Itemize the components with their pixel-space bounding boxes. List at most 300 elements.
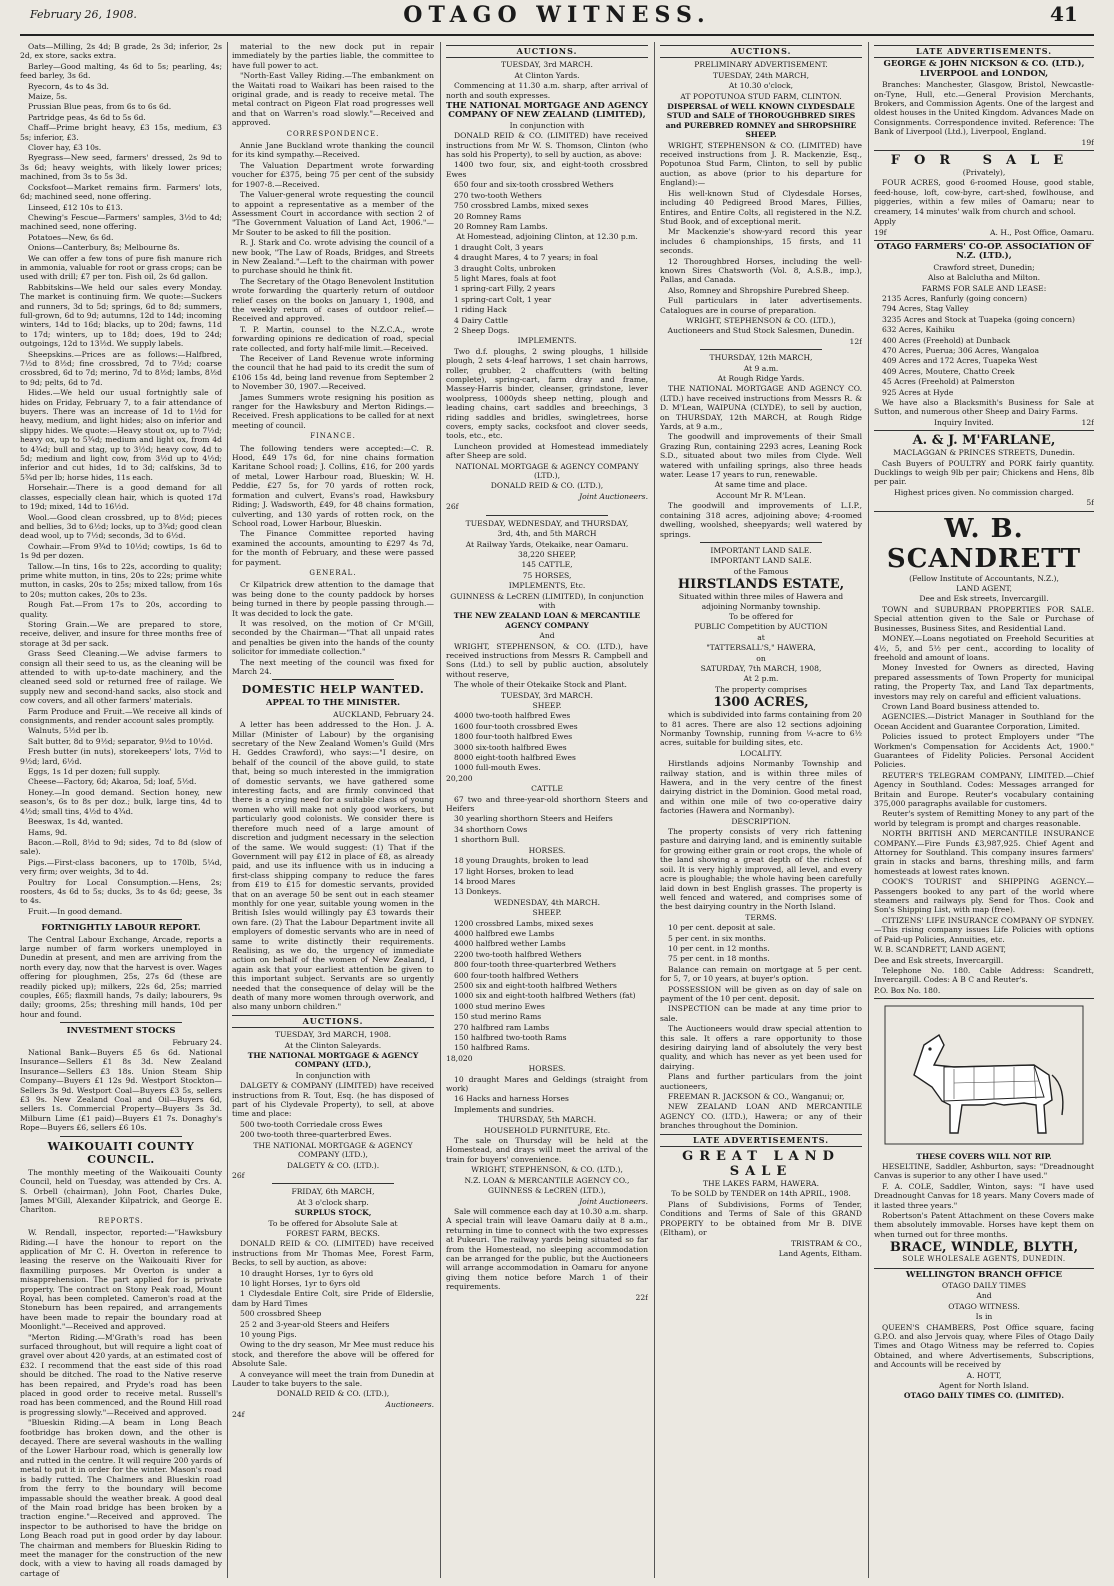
implements-label: IMPLEMENTS. [517, 336, 577, 346]
covers-text: Robertson's Patent Attachment on these Covers make them absolutely immovable. Horses have kept them on when turned out for three months. [874, 1210, 1094, 1239]
text-line: Ryegrass—New seed, farmers' dressed, 2s 9d to 3s 6d; heavy weights, with likely lower prices; machined, from 3s to 5s 3d. [20, 153, 222, 182]
auction-text: The sale on Thursday will be held at the Homestead, and drays will meet the arrival of the train for buyers' convenience. [446, 1136, 648, 1164]
wellington-sub: OTAGO WITNESS. [948, 1301, 1020, 1311]
text-line: TOWN and SUBURBAN PROPERTIES FOR SALE. Special attention given to the Sale or Purchase of Businesses, Business Sites, and Residential Land. [874, 604, 1094, 633]
text-line: IMPLEMENTS, Etc. [508, 581, 586, 591]
council-title: WAIKOUAITI COUNTY COUNCIL. [47, 1139, 195, 1166]
for-sale-text: FOUR ACRES, good 6-roomed House, good stable, feed-house, loft, cow-byre, cart-shed, fowlhouse, and piggeries, within a few miles of Oamaru; near to creamery, 14 minutes' walk from church and school. [874, 178, 1094, 216]
text-line: 13 Donkeys. [454, 887, 502, 897]
text-line: 34 shorthorn Cows [454, 824, 528, 834]
text-line: 3235 Acres and Stock at Tuapeka (going concern) [882, 314, 1076, 324]
text-line: Honey.—In good demand. Section honey, new season's, 6s to 8s per doz.; bulk, large tins, 4d to 4½d; small tins, 4½d to 4¾d. [20, 787, 222, 816]
text-line: 4 Dairy Cattle [454, 315, 508, 325]
appeal-text [232, 720, 434, 1012]
column-divider [868, 42, 869, 1578]
auction-time: At 10.30 o'clock, [728, 81, 794, 91]
text-line: The Valuer-general wrote requesting the council to appoint a representative as a member of the Assessment Court in accordance with section 2 of "The Government Valuation of Land Act, 1906."—Mr Souter to be asked to fill the position. [232, 190, 434, 237]
text-line: "North-East Valley Riding.—The embankment on the Waitati road to Waikari has been raised to the original grade, and is ready to receive metal. The metal contract on Pigeon Flat road progresses well and that on Warren's road slowly."—Received and approved. [232, 71, 434, 128]
newspaper-title: OTAGO WITNESS. [403, 2, 711, 28]
for-sale-ad [874, 150, 1094, 237]
estate-venue: "TATTERSALL'S," HAWERA, [706, 643, 816, 653]
mfarlane-text: Highest prices given. No commission charged. [894, 487, 1074, 497]
text-line: 500 two-tooth Corriedale cross Ewes [240, 1119, 383, 1129]
auction-place: At Rough Ridge Yards. [717, 374, 805, 383]
text-line: Tallow.—In tins, 16s to 22s, according to quality; prime white mutton, in tins, 20s to 22s; prime white mutton, in casks, 20s to 25s; mixed tallow, from 16s to 20s; mutton cakes, 20s to 23s. [20, 561, 222, 599]
text-line: 30 yearling shorthorn Steers and Heifers [454, 814, 613, 824]
auction-signature: WRIGHT, STEPHENSON, & CO. (LTD.), [471, 1165, 623, 1175]
divider [60, 919, 181, 920]
estate-acres: 1300 ACRES, [713, 695, 809, 711]
auctions-header: AUCTIONS. [232, 1015, 434, 1028]
divider [60, 1136, 181, 1137]
text-line: The Secretary of the Otago Benevolent Institution wrote forwarding the quarterly return of outdoor relief cases on the books on January 1, 1908, and the weekly return of cases of outdoor relief.—Received and approved. [232, 276, 434, 324]
page-number: 41 [1050, 2, 1078, 26]
text-line: Poultry for Local Consumption.—Hens, 2s; roosters, 4s 6d to 5s; ducks, 3s to 4s 6d; geese, 3s to 4s. [20, 877, 222, 906]
locality-text: Hirstlands adjoins Normanby Township and railway station, and is within three miles of Hawera, and in the very centre of the finest dairying district in the Dominion. Good metal road, and within one mile of two co-operative dairy factories (Hawera and Normanby). [660, 759, 862, 816]
furniture-title: HOUSEHOLD FURNITURE, Etc. [483, 1125, 611, 1135]
text-line: 1400 two four, six, and eight-tooth crossbred Ewes [446, 160, 648, 179]
scandrett-signature: Dee and Esk streets, Invercargill. [874, 955, 1004, 965]
auction-signature: DONALD REID & CO. (LTD.), [490, 481, 604, 491]
auction-text: The goodwill and improvements of their Small Grazing Run, containing 2293 acres, Leaning Rock S.D., situated about two miles from Clyde. Well watered with unfailing springs, also three heads water. Lease 17 years to run, renewable. [660, 432, 862, 480]
auctioneer-note: The Auctioneers would draw special attention to this sale. It offers a rare opportunity to those desiring dairying land of absolutely the very best quality, and which has never as yet been used for dairying. [660, 1024, 862, 1071]
text-line: R. J. Stark and Co. wrote advising the council of a new book, "The Law of Roads, Bridges, and Streets in New Zealand."—Left to the chairman with power to purchase should he think fit. [232, 238, 434, 276]
auction-place: At Clinton Yards. [514, 70, 580, 80]
great-land-sale-title: GREAT LAND SALE [682, 1149, 840, 1180]
wellington-name: A. HOTT, [966, 1370, 1002, 1380]
text-line: 2135 Acres, Ranfurly (going concern) [882, 293, 1028, 303]
wellington-text: QUEEN'S CHAMBERS, Post Office square, facing G.P.O. and also Jervois quay, where Files of Otago Daily Times and Otago Witness may be referred to. Copies Obtained, and where Advertisements, Subscriptions, and Accounts will be received by [874, 1322, 1094, 1370]
text-line: Rough Fat.—From 17s to 20s, according to quality. [20, 600, 222, 619]
text-line: 1000 six and eight-tooth halfbred Wethers (fat) [454, 991, 636, 1001]
apply-name: A. H., Post Office, Oamaru. [990, 227, 1094, 237]
wellington-sub: OTAGO DAILY TIMES [941, 1281, 1027, 1290]
cattle-label: CATTLE [531, 784, 563, 794]
auction-signature: NATIONAL MORTGAGE & AGENCY COMPANY (LTD.), [455, 461, 639, 481]
prelim-label: PRELIMINARY ADVERTISEMENT. [694, 60, 828, 70]
estate-date: SATURDAY, 7th MARCH, 1908, [700, 663, 822, 673]
correspondence-label: CORRESPONDENCE. [286, 129, 380, 138]
text-line: Cocksfoot—Market remains firm. Farmers' lots, 6d; machined seed, none offering. [20, 182, 222, 202]
terms-list [660, 923, 862, 964]
text-line: 400 Acres (Freehold) at Dunback [882, 335, 1011, 345]
text-line: 470 Acres, Puerua; 306 Acres, Wangaloa [882, 345, 1039, 355]
auctioneer-name: THE NATIONAL MORTGAGE & AGENCY COMPANY (LTD.), [247, 1051, 419, 1070]
text-line: 17 light Horses, broken to lead [454, 866, 574, 876]
text-line: 750 crossbred Lambs, mixed sexes [454, 201, 589, 211]
text-line: 800 four-tooth three-quarterbred Wethers [454, 960, 617, 970]
text-line: 10 draught Horses, 1yr to 6yrs old [240, 1268, 374, 1278]
divider [272, 1183, 393, 1184]
auction-day: TUESDAY, 3rd MARCH. [501, 690, 593, 700]
mfarlane-address: MACLAGGAN & PRINCES STREETS, Dunedin. [893, 448, 1075, 458]
text-line: material to the new dock put in repair immediately by the parties liable, the committee to have full power to act. [232, 42, 434, 70]
text-line: Bacon.—Roll, 8½d to 9d; sides, 7d to 8d (slow of sale). [20, 837, 222, 857]
text-line: 632 Acres, Kaihiku [882, 325, 955, 335]
auction-text: 12 Thoroughbred Horses, including the well-known Sires Chatsworth (Vol. 8, A.S.B., imp.), Pallas, and Canada. [660, 256, 862, 285]
text-line: 45 Acres (Freehold) at Palmerston [882, 377, 1015, 387]
text-line: Pigs.—First-class baconers, up to 170lb, 5¼d, very firm; over weights, 3d to 4d. [20, 857, 222, 877]
wellington-branch-ad [874, 1268, 1094, 1401]
text-line: Prussian Blue peas, from 6s to 6s 6d. [28, 102, 172, 112]
text-line: Cowhair.—From 9¾d to 10½d; cowtips, 1s 6d to 1s 9d per dozen. [20, 541, 222, 561]
estate-comprises: The property comprises [715, 684, 807, 694]
text-line: Policies issued to protect Employers under "The Workmen's Compensation for Accidents Act, 1900." Guarantees of Fidelity Policies. Personal Accident Policies. [874, 732, 1094, 770]
auction-day: THURSDAY, 5th MARCH. [497, 1115, 597, 1125]
text-line: 4 draught Mares, 4 to 7 years; in foal [454, 253, 598, 263]
wellington-role: Agent for North Island. [939, 1381, 1029, 1391]
text-line: The Valuation Department wrote forwarding voucher for £375, being 75 per cent of the subsidy for 1907-8.—Received. [232, 160, 434, 189]
appeal-date: AUCKLAND, February 24. [333, 709, 434, 719]
auction-conjunction: In conjunction with [509, 120, 585, 130]
text-line: Cheese—Factory, 6d; Akaroa, 5d; loaf, 5½d. [28, 777, 197, 787]
for-sale-privately: (Privately), [962, 168, 1006, 178]
column-divider [654, 42, 655, 1578]
auctions-header: AUCTIONS. [660, 45, 862, 58]
auction-date: 3rd, 4th, and 5th MARCH [497, 529, 597, 539]
covers-title: THESE COVERS WILL NOT RIP. [916, 1151, 1052, 1161]
auction-signature-role: Joint Auctioneers. [579, 491, 648, 501]
text-line: 14 brood Mares [454, 876, 516, 886]
text-line: 200 two-tooth three-quarterbred Ewes. [240, 1130, 392, 1140]
appeal-title: APPEAL TO THE MINISTER. [266, 697, 400, 708]
text-line: It was resolved, on the motion of Cr M'Gill, seconded by the Chairman—"That all unpaid rates and penalties be given into the hands of the county solicitor for immediate collection." [232, 618, 434, 657]
scandrett-paras [874, 605, 1094, 944]
auction-signature: DONALD REID & CO. (LTD.), [276, 1389, 390, 1399]
land-sale-label: IMPORTANT LAND SALE. [710, 545, 812, 555]
text-line: W. Rendall, inspector, reported:—"Hawksbury Riding.—I have the honour to report on the application of Mr C. H. Overton in reference to leasing the reserve on the Waikouaiti River for flaxmilling purposes. Mr Overton is under a misapprehension. The part applied for is private property. The contract on Stony Peak road, Mount Royal, has been completed. Cameron's road at the Stoneburn has been repaired, and arrangements have been made to repair the boundary road at Moonlight."—Received and approved. [20, 1228, 222, 1332]
text-line: 270 halfbred ram Lambs [454, 1022, 550, 1032]
text-line: Ryecorn, 4s to 4s 3d. [28, 81, 109, 91]
farms-text: We have also a Blacksmith's Business for Sale at Sutton, and numerous other Sheep and Dairy Farms. [874, 398, 1094, 417]
auctions-header: AUCTIONS. [446, 45, 648, 58]
horses-text: 10 draught Mares and Geldings (straight from work) [446, 1074, 648, 1094]
auction-signature: WRIGHT, STEPHENSON & CO. (LTD.), [686, 315, 836, 325]
column-divider [440, 42, 441, 1578]
scandrett-subtitle: (Fellow Institute of Accountants, N.Z.), [909, 573, 1059, 583]
auction-title: SURPLUS STOCK, [294, 1208, 372, 1218]
text-line: 67 two and three-year-old shorthorn Steers and Heifers [446, 794, 648, 814]
auction-signature: THE NATIONAL MORTGAGE & AGENCY COMPANY (LTD.), [253, 1140, 413, 1160]
wellington-and: And [976, 1291, 992, 1301]
estate-offer: To be offered for [728, 611, 794, 621]
text-line: Salt butter, 8d to 9½d; separator, 9½d to 10½d. [28, 736, 213, 746]
text-line: 1000 stud merino Ewes [454, 1001, 545, 1011]
horse-covers-ad [874, 998, 1094, 1264]
estate-competition: PUBLIC Competition by AUCTION [694, 622, 828, 632]
description-label: DESCRIPTION. [731, 816, 791, 826]
terms-label: TERMS. [745, 912, 777, 922]
farms-title: FARMS FOR SALE AND LEASE: [921, 283, 1047, 293]
text-line: 4000 halfbred ewe Lambs [454, 928, 555, 938]
auction-text: DONALD REID & CO. (LIMITED) have received instructions from Mr W. S. Thomson, Clinton (who has sold his Property), to sell by auction, as above: [446, 131, 648, 160]
scandrett-telephone: Telephone No. 180. Cable Address: Scandrett, Invercargill. Codes: A B C and Reuter's. [874, 965, 1094, 985]
column-3 [446, 42, 648, 1578]
text-line: 1 spring-cart Filly, 2 years [454, 284, 556, 294]
wellington-footer: OTAGO DAILY TIMES CO. (LIMITED). [903, 1391, 1065, 1401]
auction-signature: DALGETY & CO. (LTD.). [286, 1160, 380, 1170]
auction-note: Owing to the dry season, Mr Mee must reduce his stock, and therefore the above will be offered for Absolute Sale. [232, 1340, 434, 1369]
text-line: Linseed, £12 10s to £13. [28, 202, 123, 212]
auction-date: TUESDAY, 3rd MARCH, 1908. [274, 1030, 392, 1040]
text-line: 3000 six-tooth halfbred Ewes [454, 742, 567, 752]
auction-note: A conveyance will meet the train from Dunedin at Lauder to take buyers to the sale. [232, 1369, 434, 1389]
inquiry-line [874, 418, 1094, 427]
mfarlane-text: Cash Buyers of POULTRY and PORK fairly quantity. Ducklings to weigh 9lb per pair; Chickens and Hens, 8lb per pair. [874, 458, 1094, 487]
investment-stocks-title: INVESTMENT STOCKS [66, 1025, 176, 1036]
text-line: The following tenders were accepted:—C. R. Hood, £49 17s 6d, for nine chains formation Karitane School road; J. Collins, £16, for 200 yards of metal, Lower Harbour road, Blueskin; W. H. Peddie, £27 5s, for 70 yards of rotten rock, formation and culvert, Evans's road, Hawksbury Riding; J. Wadsworth, £49, for 48 chains formation, culverting, and 130 yards of rotten rock, on the School road, Lower Harbour, Blueskin. [232, 443, 434, 528]
auction-items [232, 1269, 434, 1340]
auction-text: Also, Romney and Shropshire Purebred Sheep. [668, 285, 850, 295]
auction-text: DALGETY & COMPANY (LIMITED) have received instructions from R. Tout, Esq. (he has disposed of part of his Clydevale Property), to sell, at above time and place: [232, 1081, 434, 1119]
auction-date: THURSDAY, 12th MARCH, [709, 353, 813, 363]
text-line: Maize, 5s. [28, 92, 68, 102]
auction-place: At Railway Yards, Otekaike, near Oamaru. [465, 539, 629, 549]
text-line: 600 four-tooth halfbred Wethers [454, 970, 579, 980]
text-line: 1 spring-cart Colt, 1 year [454, 294, 552, 304]
text-line: 1 draught Colt, 3 years [454, 242, 544, 252]
land-sale-label: of the Famous [733, 566, 789, 576]
mfarlane-ad [874, 430, 1094, 507]
estate-text: which is subdivided into farms containing from 20 to 81 acres. There are also 12 sections adjoining Normanby Township, running from ¼-acre to 6½ acres, suitable for building sites, etc. [660, 710, 862, 748]
text-line: 2500 six and eight-tooth halfbred Wethers [454, 980, 617, 990]
farmers-coop-title: OTAGO FARMERS' CO-OP. ASSOCIATION OF N.Z. (LTD.), [876, 241, 1092, 262]
scandrett-po: P.O. Box No. 180. [874, 985, 941, 995]
auction-day: WEDNESDAY, 4th MARCH. [494, 897, 600, 907]
text-line: Money Invested for Owners as directed, Having prepared assessments of Town Property for municipal rating, the Property Tax, and Land Tax departments, investors may rely on careful and efficient valuations. [874, 663, 1094, 701]
text-line: 650 four and six-tooth crossbred Wethers [454, 180, 614, 190]
auction-text: DONALD REID & CO. (LIMITED) have received instructions from Mr Thomas Mee, Forest Farm, Becks, to sell by auction, as above: [232, 1239, 434, 1268]
council-continued [232, 42, 434, 128]
nickson-text: Branches: Manchester, Glasgow, Bristol, Newcastle-on-Tyne, Hull, etc.—General Provision Merchants, Brokers, and Commission Agents. One of the largest and oldest houses in the United Kingdom. Advances Made on Consignments. Correspondence invited. Reference: The Bank of Liverpool (Ltd.), Liverpool, England. [874, 80, 1094, 137]
auction-date: FRIDAY, 6th MARCH, [291, 1187, 375, 1197]
late-ads-header: LATE ADVERTISEMENTS. [660, 1134, 862, 1147]
auction-place: At the Clinton Saleyards. [284, 1040, 382, 1050]
tender-date: To be SOLD by TENDER on 14th APRIL, 1908. [671, 1189, 851, 1199]
divider [700, 349, 821, 350]
text-line: Crown Land Board business attended to. [882, 701, 1040, 711]
auction-code: 24f [232, 1410, 245, 1420]
possession-text: POSSESSION will be given as on day of sale on payment of the 10 per cent. deposit. [660, 984, 862, 1003]
text-line: Beeswax, 1s 4d, wanted. [28, 817, 124, 827]
ad-code: 12f [1081, 417, 1094, 427]
labour-report-title: FORTNIGHTLY LABOUR REPORT. [41, 922, 201, 933]
text-line: 20 Romney Ram Lambs. [454, 221, 548, 231]
covers-text: F. A. COLE, Saddler, Winton, says: "I have used Dreadnought Canvas for 18 years. Many Covers made of it lasted three years." [874, 1181, 1094, 1210]
text-line: Barley—Good malting, 4s 6d to 5s; pearling, 4s; feed barley, 3s 6d. [20, 61, 222, 81]
sheep-total: 20,200 [446, 773, 473, 783]
auction-items [446, 160, 648, 231]
farmers-address: Also at Balclutha and Milton. [927, 273, 1041, 283]
auction-signature-role: Auctioneers and Stud Stock Salesmen, Dunedin. [667, 326, 855, 336]
auction-time: At 9 a.m. [743, 363, 779, 373]
general-label: GENERAL. [309, 568, 357, 577]
auction-commence: Commencing at 11.30 a.m. sharp, after arrival of north and south expresses. [446, 81, 648, 100]
auction-items [446, 919, 648, 1053]
mfarlane-title: A. & J. M'FARLANE, [912, 433, 1056, 449]
estate-title: HIRSTLANDS ESTATE, [677, 577, 845, 593]
labour-report-text: The Central Labour Exchange, Arcade, reports a large number of farm workers unemployed in Dunedin at present, and men are arriving from the north every day, now that the harvest is over. Wages offering for ploughmen, 25s, 27s 6d (these are readily picked up); milkers, 22s 6d, 25s; married couples, £65; flaxmill hands, 7s daily; labourers, 9s daily; grooms, 25s; threshing mill hands, 10d per hour and found. [20, 934, 222, 1019]
agent-name: FREEMAN R. JACKSON & CO., Wanganui; or, [668, 1092, 845, 1102]
scandrett-title: W. B. SCANDRETT [886, 513, 1082, 574]
estate-at: at [757, 632, 765, 642]
column-2 [232, 42, 434, 1578]
auction-code: 22f [635, 1292, 648, 1302]
auction-signature-role: Auctioneers. [385, 1399, 434, 1409]
auction-and: And [539, 631, 555, 641]
text-line: James Summers wrote resigning his position as ranger for the Hawksbury and Merton Ridings.—Received. Fresh applications to be called for at next meeting of council. [232, 392, 434, 430]
auction-text: WRIGHT, STEPHENSON & CO. (LIMITED) have received instructions from J. R. Mackenzie, Esq., Popotunoa Stud Farm, Clinton, to sell by public auction, as above (prior to his departure for England):— [660, 140, 862, 188]
text-line: 75 HORSES, [522, 570, 572, 580]
apply-line [874, 228, 1094, 237]
agent-role: Land Agents, Eltham. [778, 1248, 862, 1258]
tender-text: Plans of Subdivisions, Forms of Tender, Conditions and Terms of Sale of this GRAND PROPERTY to be obtained from Mr B. DIVE (Eltham), or [660, 1199, 862, 1238]
auction-text: WRIGHT, STEPHENSON, & CO. (LTD.), have received instructions from Messrs R. Campbell and Sons (Ltd.) to sell by public auction, absolutely without reserve, [446, 641, 648, 679]
text-line: Grass Seed Cleaning.—We advise farmers to consign all their seed to us, as the cleaning will be attended to with up-to-date machinery, and the cleaned seed sold or returned free of railage. We supply new and second-hand sacks, also stock and cow covers, and all other farmers' materials. [20, 649, 222, 706]
text-line: 1600 four-tooth crossbred Ewes [454, 721, 578, 731]
text-line: 1 shorthorn Bull. [454, 835, 520, 845]
horses-label: HORSES. [528, 845, 566, 855]
text-line: 150 halfbred two-tooth Rams [454, 1033, 567, 1042]
text-line: Hams, 9d. [28, 827, 68, 837]
text-line: COOK'S TOURIST and SHIPPING AGENCY.—Passengers booked to any part of the world where steamers and railways ply. Send for Thos. Cook and Son's Shipping List, with map (free). [874, 877, 1094, 915]
text-line: 25 2 and 3-year-old Steers and Heifers [240, 1319, 390, 1329]
text-line: MONEY.—Loans negotiated on Freehold Securities at 4½, 5, and 5½ per cent., according to locality of freehold and amount of loans. [874, 634, 1094, 662]
text-line: 1 riding Hack [454, 305, 507, 315]
divider [60, 1022, 181, 1023]
text-line: 925 Acres at Hyde [882, 387, 954, 397]
text-line: "Merton Riding.—M'Grath's road has been surfaced throughout, but will require a light coat of gravel over about 420 yards, at an estimated cost of £32. I recommend that the east side of this road should be ditched. The road to the Native reserve has been repaired, and Pryde's road has been placed in good order to receive metal. Russell's road has been commenced, and the Round Hill road is progressing slowly."—Received and approved. [20, 1332, 222, 1417]
scandrett-role: LAND AGENT, [956, 584, 1012, 594]
text-line: Potatoes—New, 6s 6d. [28, 232, 114, 242]
finance-label: FINANCE. [310, 432, 356, 441]
text-line: Wool.—Good clean crossbred, up to 8½d; pieces and bellies, 3d to 6½d; locks, up to 3¾d; good clean dead wool, up to 7½d; seconds, 3d to 6½d. [20, 512, 222, 541]
farm-name: THE LAKES FARM, HAWERA. [702, 1179, 820, 1189]
covers-text: HESELTINE, Saddler, Ashburton, says: "Dreadnought Canvas is superior to any other I have used." [874, 1161, 1094, 1181]
text-line: AGENCIES.—District Manager in Southland for the Ocean Accident and Guarantee Corporation, Limited. [874, 712, 1094, 731]
text-line: 38,220 SHEEP, [518, 549, 576, 559]
text-line: 10 per cent. deposit at sale. [668, 923, 776, 933]
text-line: Eggs, 1s 1d per dozen; full supply. [28, 767, 161, 777]
late-ads-header: LATE ADVERTISEMENTS. [874, 45, 1094, 58]
text-line: "Blueskin Riding.—A beam in Long Beach footbridge has broken down, and the other is decayed. There are several washouts in the walling of the Lower Harbour road, which is generally low and rutted in the centre. It will require 200 yards of metal to put it in order for the winter. Mason's road is badly rutted. The Chalmers and Blueskin road from the ferry to the boundary will become impassable should the weather break. A good deal of the Main road bridge has been broken by a traction engine."—Received and approved. The inspector to be authorised to have the bridge on Long Beach road put in good order by day labour. The chairman and members for Blueskin Riding to meet the manager for the construction of the new dock, with a view to having all roads damaged by cartage of [20, 1418, 222, 1578]
masthead [0, 0, 1114, 34]
auction-items [446, 856, 648, 897]
auction-text: Mr Mackenzie's show-yard record this year includes 6 championships, 15 firsts, and 11 seconds. [660, 227, 862, 256]
auction-conjunction: In conjunction with [295, 1070, 371, 1080]
auction-items [232, 1120, 434, 1140]
auction-code: 26f [232, 1170, 245, 1180]
text-line: 8000 eight-tooth halfbred Ewes [454, 753, 576, 763]
text-line: 18 young Draughts, broken to lead [454, 856, 589, 866]
auction-place: AT POPOTUNOA STUD FARM, CLINTON. [680, 91, 842, 101]
text-line: The Finance Committee reported having examined the accounts, amounting to £297 4s 7d, for the month of February, and these were passed for payment. [232, 529, 434, 567]
auction-date: TUESDAY, 24th MARCH, [712, 70, 810, 80]
estate-time: At 2 p.m. [743, 674, 779, 684]
horses-label: HORSES. [528, 1064, 566, 1074]
inspection-text: INSPECTION can be made at any time prior to sale. [660, 1004, 862, 1023]
divider [700, 542, 821, 543]
auction-subtitle: To be offered for Absolute Sale at [268, 1218, 398, 1228]
farmers-address: Crawford street, Dunedin; [933, 262, 1035, 272]
farmers-coop-ad [874, 240, 1094, 427]
auction-tally [446, 550, 648, 591]
text-line: The next meeting of the council was fixed for March 24. [232, 657, 434, 676]
nickson-title: GEORGE & JOHN NICKSON & CO. (LTD.), LIVERPOOL and LONDON, [883, 59, 1085, 79]
text-line: T. P. Martin, counsel to the N.Z.C.A., wrote forwarding opinions re dedication of road, special rate collected, and forty half-mile limit.—Received. [232, 324, 434, 353]
auction-date: TUESDAY, WEDNESDAY, and THURSDAY, [465, 518, 629, 528]
issue-date: February 26, 1908. [30, 8, 137, 21]
auction-text: Account Mr R. M'Lean. [716, 490, 806, 500]
column-5 [874, 42, 1094, 1578]
divider [486, 515, 607, 516]
text-line: 10 light Horses, 1yr to 6yrs old [240, 1278, 361, 1288]
auctioneer-name: THE NEW ZEALAND LOAN & MERCANTILE AGENCY COMPANY [453, 611, 641, 630]
ad-code: 5f [1086, 498, 1094, 508]
text-line: 1 Clydesdale Entire Colt, sire Pride of Elderslie, dam by Hard Times [232, 1289, 434, 1308]
divider [272, 679, 393, 680]
scandrett-signature: W. B. SCANDRETT, LAND AGENT, [874, 945, 1006, 955]
text-line: 4000 halfbred wether Lambs [454, 939, 566, 949]
text-line: Hides.—We held our usual fortnightly sale of hides on Friday, February 7, to a fair attendance of buyers. There was an increase of 1d to 1½d for heavy, medium, and light hides; also on inferior and slippy hides. We quote:—Heavy stout ox, up to 7½d; heavy ox, up to 5¾d; medium and light ox, from 4d to 4¾d; bull and stag, up to 3½d; heavy cow, 4d to 5d; medium and light cow, from 3½d up to 4½d; inferior and cut hides, 1d to 3d; calfskins, 3d to 5¾d per lb; horse hides, 11s each. [20, 388, 222, 482]
land-sale-label: IMPORTANT LAND SALE. [710, 556, 812, 566]
ad-code: 19f [1081, 137, 1094, 147]
text-line: Oats—Milling, 2s 4d; B grade, 2s 3d; inferior, 2s 2d, ex store, sacks extra. [20, 42, 222, 61]
text-line: 409 Acres and 172 Acres, Tuapeka West [882, 356, 1038, 366]
estate-on: on [756, 653, 766, 663]
masthead-rule [20, 34, 1094, 36]
auctioneer-name: GUINNESS & LeCREN (LIMITED), In conjunction with [450, 591, 644, 610]
text-line: 3 draught Colts, unbroken [454, 263, 556, 273]
auction-text: At same time and place. [714, 480, 808, 490]
text-line: Horsehair.—There is a good demand for all classes, especially clean hair, which is quoted 17d to 19d; mixed, 14d to 16½d. [20, 483, 222, 512]
auction-title: DISPERSAL of WELL KNOWN CLYDESDALE STUD and SALE of THOROUGHBRED SIRES and PUREBRED ROMNEY and SHROPSHIRE SHEEP. [665, 102, 857, 140]
text-line: REUTER'S TELEGRAM COMPANY, LIMITED.—Chief Agency in Southland. Codes: Messages arranged for Britain and Europe. Reuter's vocabulary containing 375,000 paragraphs available for customers. [874, 770, 1094, 808]
text-line: Annie Jane Buckland wrote thanking the council for its kind sympathy.—Received. [232, 141, 434, 160]
text-line: Chewing's Fescue—Farmers' samples, 3½d to 4d; machined seed, none offering. [20, 212, 222, 232]
horse-illustration-icon [874, 1005, 1094, 1147]
text-line: 1200 crossbred Lambs, mixed sexes [454, 918, 594, 928]
text-line: Storing Grain.—We are prepared to store, receive, deliver, and insure for three months free of storage at 3d per sack. [20, 619, 222, 648]
sheep-total: 18,020 [446, 1053, 473, 1063]
text-line: 2200 two-tooth halfbred Wethers [454, 949, 582, 959]
auction-code: 12f [849, 336, 862, 346]
farms-list [874, 294, 1094, 397]
text-line: 150 stud merino Rams [454, 1012, 542, 1022]
text-line: Walnuts, 5½d per lb. [28, 726, 109, 736]
terms-text: Balance can remain on mortgage at 5 per cent. for 5, 7, or 10 years, at buyer's option. [660, 964, 862, 984]
auction-homestead: At Homestead, adjoining Clinton, at 12.30 p.m. [456, 232, 638, 242]
text-line: A letter has been addressed to the Hon. J. A. Millar (Minister of Labour) by the organising secretary of the New Zealand Women's Guild (Mrs H. Geddes Crawford), who says:—"I desire, on behalf of the council of the above guild, to state that, being so much interested in the immigration of domestic servants, we have gathered some interesting facts, and are firmly convinced that there is a crying need for a suitable class of young women who will make not only good workers, but particularly good colonists. We consider there is therefore much need of a large amount of discretion and judgment necessary in the selection of the same. We would suggest: (1) That if the Government will pay £12 in place of £8, as already paid, and use its influence with us in inducing a first-class shipping company to reduce the fares from £19 to £15 for domestic servants, provided that on an average 50 be sent out in each steamer monthly for one year, suitable young women in the British Isles would willingly pay £3 towards their own fare. (2) That the Labour Department invite all employers of domestic servants who are in need of same to write distinctly their requirements. Realising, as we do, the urgency of immediate action on behalf of the women of New Zealand, I again ask that your earliest attention be given to this important subject. Servants are so urgently needed that the consequence of delay will be the death of many more women through overwork, and also many unborn children." [232, 720, 434, 1012]
text-line: 1800 four-tooth halfbred Ewes [454, 732, 573, 742]
correspondence [232, 141, 434, 430]
auction-signature-role: Joint Auctioneers. [579, 1196, 648, 1206]
auctioneer-name: THE NATIONAL MORTGAGE AND AGENCY COMPANY OF NEW ZEALAND (LIMITED), [446, 100, 648, 120]
text-line: Chaff—Prime bright heavy, £3 15s, medium, £3 5s; inferior, £3. [20, 123, 222, 142]
text-line: 10 per cent. in 12 months. [668, 943, 770, 953]
sheep-label: SHEEP. [532, 701, 562, 710]
auction-text: THE NATIONAL MORTGAGE AND AGENCY CO. (LTD.) have received instructions from Messrs R. & D. M'Lean, WAIPUNA (CLYDE), to sell by auction, on THURSDAY, 12th MARCH, at Rough Ridge Yards, at 9 a.m., [660, 384, 862, 432]
text-line: 75 per cent. in 18 months. [668, 954, 770, 964]
market-report [20, 42, 222, 916]
agent-name: TRISTRAM & CO., [790, 1238, 862, 1248]
text-line: 409 Acres, Moutere, Chatto Creek [882, 366, 1015, 376]
auction-time: At 3 o'clock sharp. [297, 1197, 369, 1207]
plans-text: Plans and further particulars from the joint auctioneers, [660, 1072, 862, 1091]
text-line: 794 Acres, Stag Valley [882, 304, 969, 314]
auction-items [446, 243, 648, 336]
inquiry-label: Inquiry Invited. [934, 417, 994, 427]
